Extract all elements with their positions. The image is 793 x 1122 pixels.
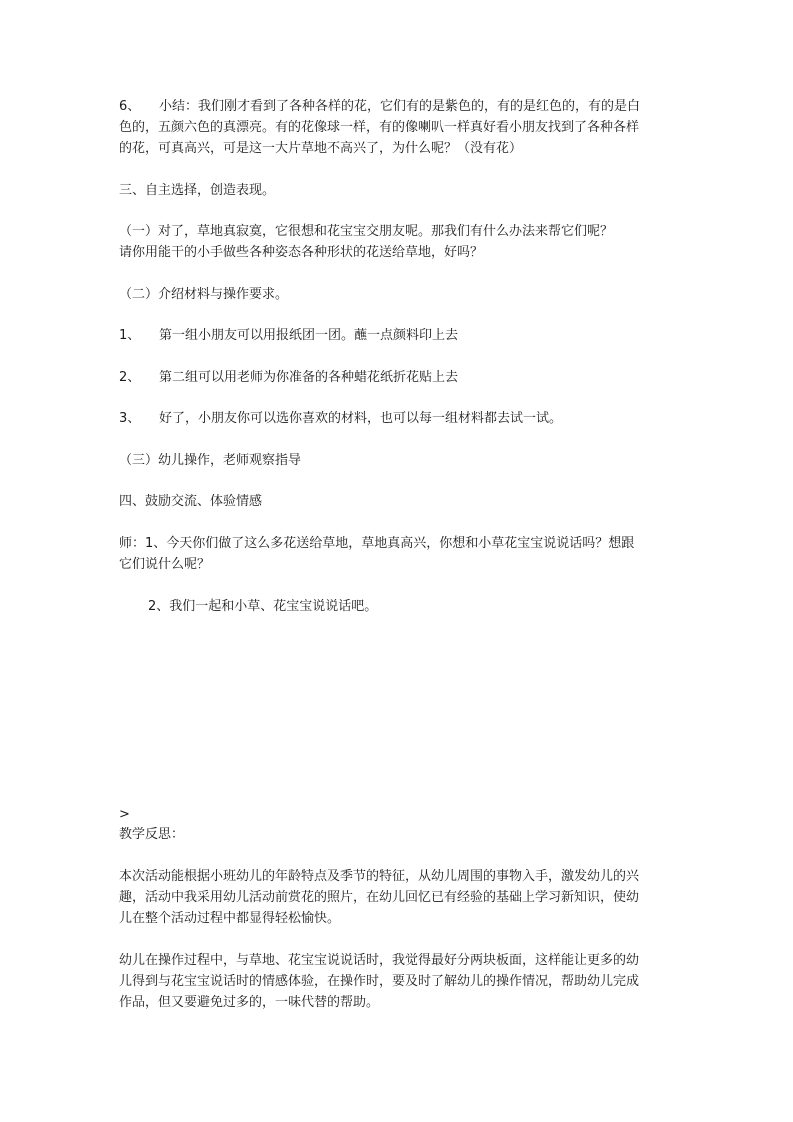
part-1-line-1: （一）对了，草地真寂寞，它很想和花宝宝交朋友呢。那我们有什么办法来帮它们呢？ [119,224,614,239]
summary-paragraph [119,96,679,159]
step-text: 第一组小朋友可以用报纸团一团。蘸一点颜料印上去 [159,328,459,343]
reflection-2-line-2: 儿得到与花宝宝说话时的情感体验，在操作时，要及时了解幼儿的操作情况，帮助幼儿完成 [119,974,640,989]
item-number: 3、 [119,411,141,426]
teacher-line-2: 它们说什么呢？ [119,557,211,572]
teacher-line-1: 师：1、今天你们做了这么多花送给草地，草地真高兴，你想和小草花宝宝说说话吗？想跟 [119,536,635,551]
part-3-heading: （三）幼儿操作，老师观察指导 [119,453,302,468]
summary-line-1: 6、 小结：我们刚才看到了各种各样的花，它们有的是紫色的，有的是红色的，有的是白 [119,96,679,117]
reflection-2-line-3: 作品，但又要避免过多的，一味代替的帮助。 [119,995,380,1010]
reflection-2-line-1: 幼儿在操作过程中，与草地、花宝宝说说话时，我觉得最好分两块板面，这样能让更多的幼 [119,953,640,968]
reflection-1-line-1: 本次活动能根据小班幼儿的年龄特点及季节的特征，从幼儿周围的事物入手，激发幼儿的兴 [119,869,640,884]
step-text: 好了，小朋友你可以选你喜欢的材料，也可以每一组材料都去试一试。 [159,411,563,426]
reflection-paragraph-2 [119,950,679,1013]
section-heading-3: 三、自主选择，创造表现。 [119,183,276,198]
section-heading-4: 四、鼓励交流、体验情感 [119,494,263,509]
item-number: 6、 [119,99,141,114]
step-text: 第二组可以用老师为你准备的各种蜡花纸折花贴上去 [159,370,459,385]
item-number: 1、 [119,328,141,343]
teacher-paragraph-2: 2、我们一起和小草、花宝宝说说话吧。 [148,599,378,614]
reflection-paragraph-1 [119,866,679,929]
teacher-paragraph [119,533,679,575]
step-item-1 [119,325,679,346]
part-2-heading: （二）介绍材料与操作要求。 [119,287,289,302]
reflection-heading: 教学反思： [119,827,185,842]
step-item-3 [119,408,679,429]
reflection-1-line-2: 趣，活动中我采用幼儿活动前赏花的照片，在幼儿回忆已有经验的基础上学习新知识，使幼 [119,890,640,905]
step-item-2 [119,367,679,388]
part-1-line-2: 请你用能干的小手做些各种姿态各种形状的花送给草地，好吗？ [119,245,484,260]
marker-text: > [119,807,130,822]
summary-line-2: 色的，五颜六色的真漂亮。有的花像球一样，有的像喇叭一样真好看小朋友找到了各种各样 [119,120,640,135]
reflection-1-line-3: 儿在整个活动过程中都显得轻松愉快。 [119,911,341,926]
item-number: 2、 [119,370,141,385]
summary-line-3: 的花，可真高兴，可是这一大片草地不高兴了，为什么呢？（没有花） [119,141,523,156]
part-1-paragraph [119,221,679,263]
